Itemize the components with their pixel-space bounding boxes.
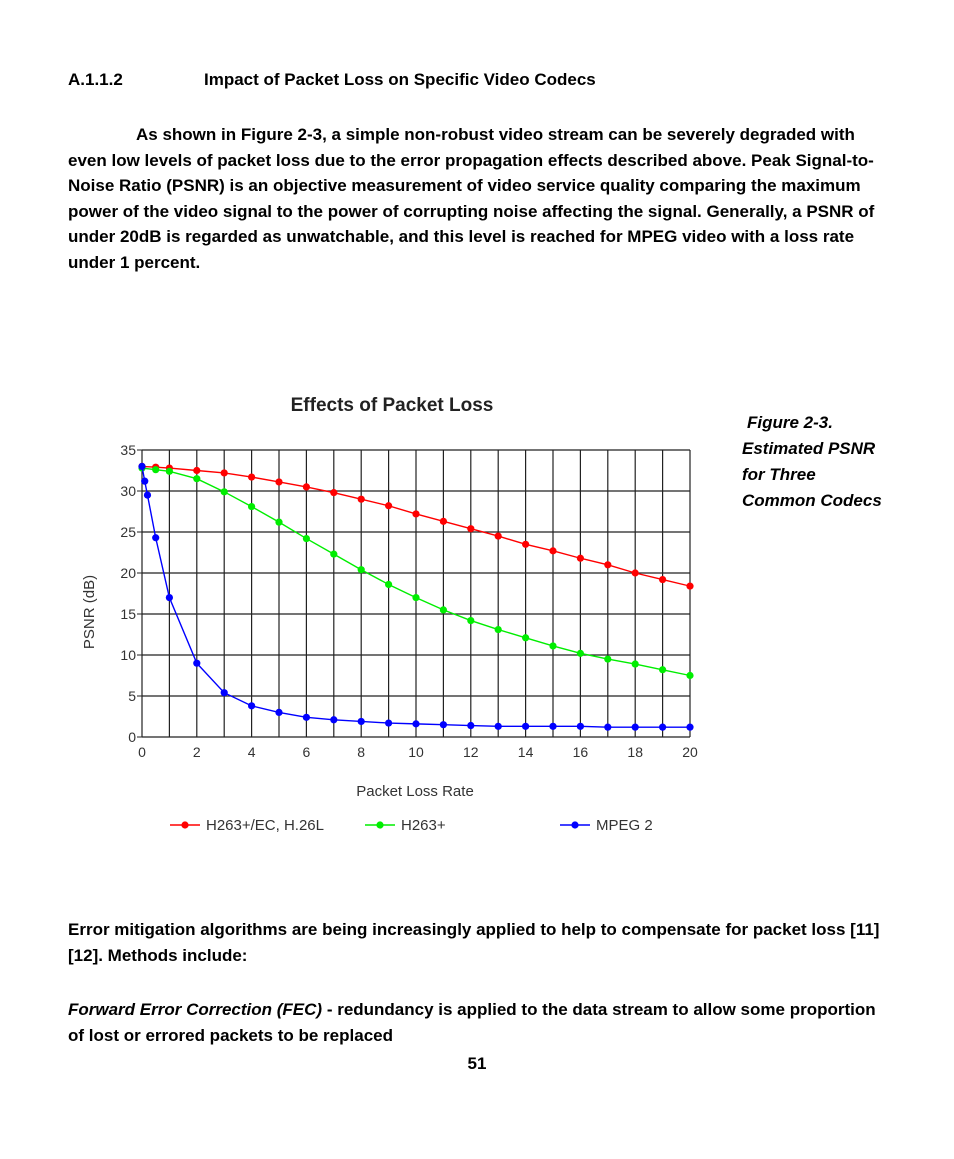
data-point — [248, 473, 255, 480]
y-axis-ticks — [120, 442, 142, 745]
data-point — [604, 561, 611, 568]
data-point — [604, 656, 611, 663]
data-point — [152, 534, 159, 541]
data-point — [385, 719, 392, 726]
data-point — [659, 576, 666, 583]
x-tick-label: 4 — [247, 744, 256, 760]
data-point — [330, 489, 337, 496]
section-number: A.1.1.2 — [68, 70, 123, 89]
data-point — [522, 541, 529, 548]
data-point — [412, 594, 419, 601]
y-tick-label: 25 — [120, 524, 136, 540]
chart-legend — [170, 817, 653, 834]
page-number: 51 — [467, 1054, 487, 1073]
fec-description: - redundancy is applied to the data stream to allow some proportion of lost or errored packets to be replaced — [68, 1000, 876, 1045]
data-point — [412, 510, 419, 517]
data-point — [549, 723, 556, 730]
y-tick-label: 35 — [120, 442, 136, 458]
y-axis-label: PSNR (dB) — [81, 574, 98, 650]
data-point — [275, 709, 282, 716]
data-point — [412, 720, 419, 727]
data-point — [166, 468, 173, 475]
data-point — [330, 716, 337, 723]
data-point — [358, 718, 365, 725]
figure-chart — [70, 385, 710, 845]
y-tick-label: 5 — [128, 688, 136, 704]
data-point — [495, 723, 502, 730]
data-point — [358, 566, 365, 573]
data-point — [522, 634, 529, 641]
caption-line-4: Common Codecs — [742, 491, 882, 510]
x-tick-label: 2 — [192, 744, 201, 760]
data-point — [166, 594, 173, 601]
data-point — [686, 724, 693, 731]
data-point — [144, 492, 151, 499]
data-point — [522, 723, 529, 730]
data-point — [138, 463, 145, 470]
caption-line-1: Figure 2-3. — [747, 413, 833, 432]
data-point — [549, 642, 556, 649]
data-point — [467, 525, 474, 532]
legend-label: H263+/EC, H.26L — [206, 817, 324, 834]
fec-term: Forward Error Correction (FEC) — [68, 1000, 323, 1019]
legend-swatch-marker — [571, 821, 578, 828]
data-point — [549, 547, 556, 554]
data-point — [440, 606, 447, 613]
paragraph-fec — [68, 997, 888, 1048]
data-point — [632, 569, 639, 576]
data-point — [577, 555, 584, 562]
data-point — [248, 702, 255, 709]
legend-label: H263+ — [401, 817, 446, 834]
data-point — [604, 724, 611, 731]
data-point — [303, 535, 310, 542]
data-point — [330, 551, 337, 558]
paragraph-error-mitigation: Error mitigation algorithms are being increasingly applied to help to compensate for packet loss [11][12]. Methods include: — [68, 920, 880, 965]
x-tick-label: 14 — [517, 744, 534, 760]
data-point — [141, 478, 148, 485]
chart-title: Effects of Packet Loss — [290, 395, 494, 416]
data-point — [467, 617, 474, 624]
legend-swatch-marker — [376, 821, 383, 828]
data-point — [221, 689, 228, 696]
data-point — [358, 496, 365, 503]
data-point — [221, 488, 228, 495]
data-point — [659, 724, 666, 731]
x-axis-ticks — [138, 744, 698, 760]
x-tick-label: 20 — [682, 744, 698, 760]
caption-line-3: for Three — [742, 465, 816, 484]
y-tick-label: 20 — [120, 565, 136, 581]
data-point — [686, 583, 693, 590]
data-point — [686, 672, 693, 679]
x-tick-label: 8 — [357, 744, 366, 760]
x-tick-label: 12 — [463, 744, 479, 760]
caption-line-2: Estimated PSNR — [742, 439, 876, 458]
data-point — [632, 660, 639, 667]
data-point — [303, 483, 310, 490]
legend-label: MPEG 2 — [596, 817, 653, 834]
legend-swatch-marker — [181, 821, 188, 828]
x-tick-label: 6 — [302, 744, 311, 760]
data-point — [632, 724, 639, 731]
data-point — [385, 581, 392, 588]
data-point — [248, 503, 255, 510]
paragraph-psnr-intro: As shown in Figure 2-3, a simple non-robust video stream can be severely degraded with even low levels of packet loss due to the error propagation effects described above. Peak Signal-to-Noise Ratio (PSNR) is an objective measurement of video service quality comparing the maximum power of the video signal to the power of corrupting noise affecting the signal. Generally, a PSNR of under 20dB is regarded as unwatchable, and this level is reached for MPEG video with a loss rate under 1 percent. — [68, 125, 875, 272]
y-tick-label: 0 — [128, 729, 136, 745]
data-point — [275, 478, 282, 485]
data-point — [577, 723, 584, 730]
data-point — [193, 475, 200, 482]
x-tick-label: 0 — [138, 744, 146, 760]
y-tick-label: 30 — [120, 483, 136, 499]
section-heading — [68, 70, 596, 90]
data-point — [495, 626, 502, 633]
packet-loss-chart — [70, 385, 710, 845]
data-point — [440, 721, 447, 728]
x-tick-label: 10 — [408, 744, 424, 760]
data-point — [385, 502, 392, 509]
data-point — [467, 722, 474, 729]
data-point — [577, 650, 584, 657]
x-tick-label: 18 — [627, 744, 643, 760]
x-axis-label: Packet Loss Rate — [356, 783, 474, 800]
data-point — [659, 666, 666, 673]
y-tick-label: 10 — [120, 647, 136, 663]
data-point — [193, 467, 200, 474]
data-point — [193, 660, 200, 667]
data-point — [221, 469, 228, 476]
section-title: Impact of Packet Loss on Specific Video Codecs — [204, 70, 596, 89]
data-point — [303, 714, 310, 721]
y-tick-label: 15 — [120, 606, 136, 622]
data-point — [152, 466, 159, 473]
data-point — [440, 518, 447, 525]
x-tick-label: 16 — [572, 744, 589, 760]
figure-caption — [742, 410, 912, 514]
data-point — [275, 519, 282, 526]
data-point — [495, 533, 502, 540]
